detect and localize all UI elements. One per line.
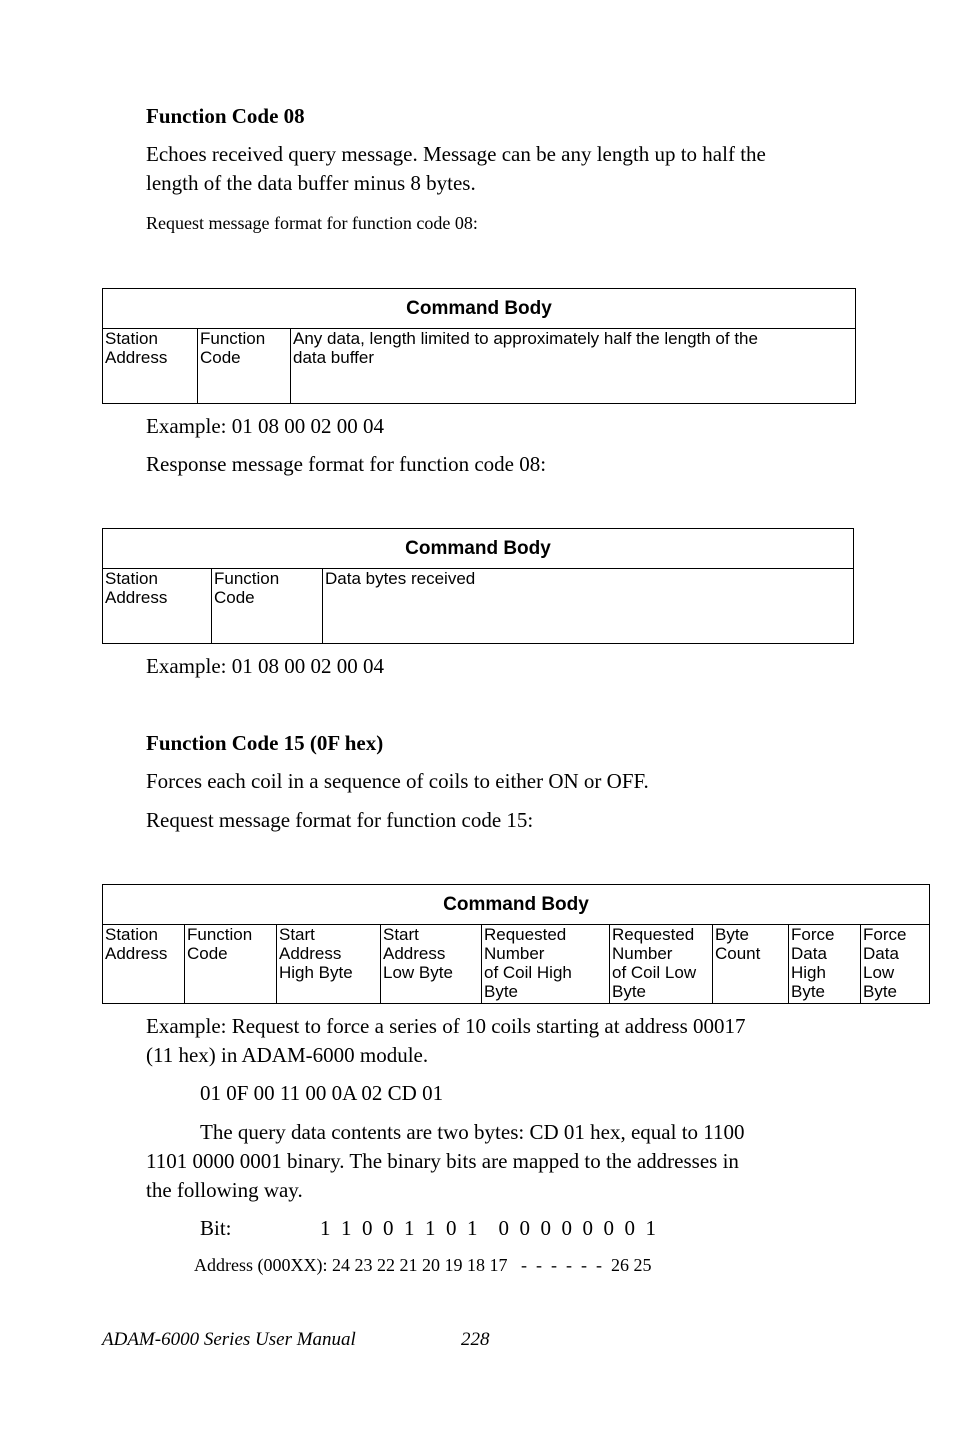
- data-description: Any data, length limited to approximately half the length of the data buffer: [293, 329, 758, 367]
- fc15-explain-line3: the following way.: [146, 1178, 303, 1202]
- fc15-request-label: Request message format for function code 15:: [146, 808, 534, 832]
- station-address-label: Station Address: [105, 329, 168, 367]
- station-address-label: Station Address: [105, 925, 168, 963]
- function-code-label: Function Code: [200, 329, 266, 367]
- fc08-request-table: [102, 288, 856, 404]
- data-description: Data bytes received: [325, 569, 476, 588]
- table-cell: [482, 925, 610, 1004]
- table-header: Command Body: [103, 289, 856, 329]
- coil-count-high-label: Requested Number of Coil High Byte: [484, 925, 572, 1001]
- table-cell: [381, 925, 482, 1004]
- fc15-example-line2: (11 hex) in ADAM-6000 module.: [146, 1043, 429, 1067]
- fc15-request-table: [102, 884, 930, 1004]
- bit-label: Bit:: [200, 1216, 232, 1240]
- coil-count-low-label: Requested Number of Coil Low Byte: [612, 925, 697, 1001]
- force-data-high-label: Force Data High Byte: [791, 925, 835, 1001]
- table-cell: [103, 569, 212, 644]
- fc15-description: Forces each coil in a sequence of coils to either ON or OFF.: [146, 769, 649, 793]
- table-cell: [212, 569, 323, 644]
- table-header: Command Body: [103, 885, 930, 925]
- table-cell: [103, 329, 198, 404]
- footer-page-number: 228: [461, 1329, 490, 1350]
- start-address-high-label: Start Address High Byte: [279, 925, 353, 982]
- fc08-response-label: Response message format for function code 08:: [146, 452, 547, 476]
- table-cell: [277, 925, 381, 1004]
- fc08-response-table: [102, 528, 854, 644]
- table-cell: [291, 329, 856, 404]
- fc08-description-line2: length of the data buffer minus 8 bytes.: [146, 171, 476, 195]
- footer-manual-title: ADAM-6000 Series User Manual: [102, 1329, 356, 1350]
- fc15-explain-line2: 1101 0000 0001 binary. The binary bits are mapped to the addresses in: [146, 1149, 739, 1173]
- function-code-label: Function Code: [187, 925, 253, 963]
- fc08-response-example: Example: 01 08 00 02 00 04: [146, 654, 384, 678]
- bit-values: 1 1 0 0 1 1 0 1 0 0 0 0 0 0 0 1: [320, 1216, 656, 1240]
- table-header: Command Body: [103, 529, 854, 569]
- fc15-example-line1: Example: Request to force a series of 10 coils starting at address 00017: [146, 1014, 746, 1038]
- table-cell: [103, 925, 185, 1004]
- byte-count-label: Byte Count: [715, 925, 761, 963]
- function-code-label: Function Code: [214, 569, 280, 607]
- table-cell: [713, 925, 789, 1004]
- fc15-example-bytes: 01 0F 00 11 00 0A 02 CD 01: [200, 1081, 444, 1105]
- force-data-low-label: Force Data Low Byte: [863, 925, 907, 1001]
- fc08-description-line1: Echoes received query message. Message can be any length up to half the: [146, 142, 766, 166]
- fc15-heading: Function Code 15 (0F hex): [146, 731, 384, 755]
- fc08-request-example: Example: 01 08 00 02 00 04: [146, 414, 384, 438]
- fc08-heading: Function Code 08: [146, 104, 305, 128]
- table-cell: [198, 329, 291, 404]
- fc15-explain-line1: The query data contents are two bytes: CD 01 hex, equal to 1100: [200, 1120, 745, 1144]
- station-address-label: Station Address: [105, 569, 168, 607]
- table-cell: [323, 569, 854, 644]
- table-cell: [789, 925, 861, 1004]
- address-mapping: Address (000XX): 24 23 22 21 20 19 18 17 - - - - - - 26 25: [194, 1255, 652, 1275]
- table-cell: [610, 925, 713, 1004]
- fc08-request-label: Request message format for function code 08:: [146, 213, 478, 233]
- table-cell: [185, 925, 277, 1004]
- table-cell: [861, 925, 930, 1004]
- start-address-low-label: Start Address Low Byte: [383, 925, 453, 982]
